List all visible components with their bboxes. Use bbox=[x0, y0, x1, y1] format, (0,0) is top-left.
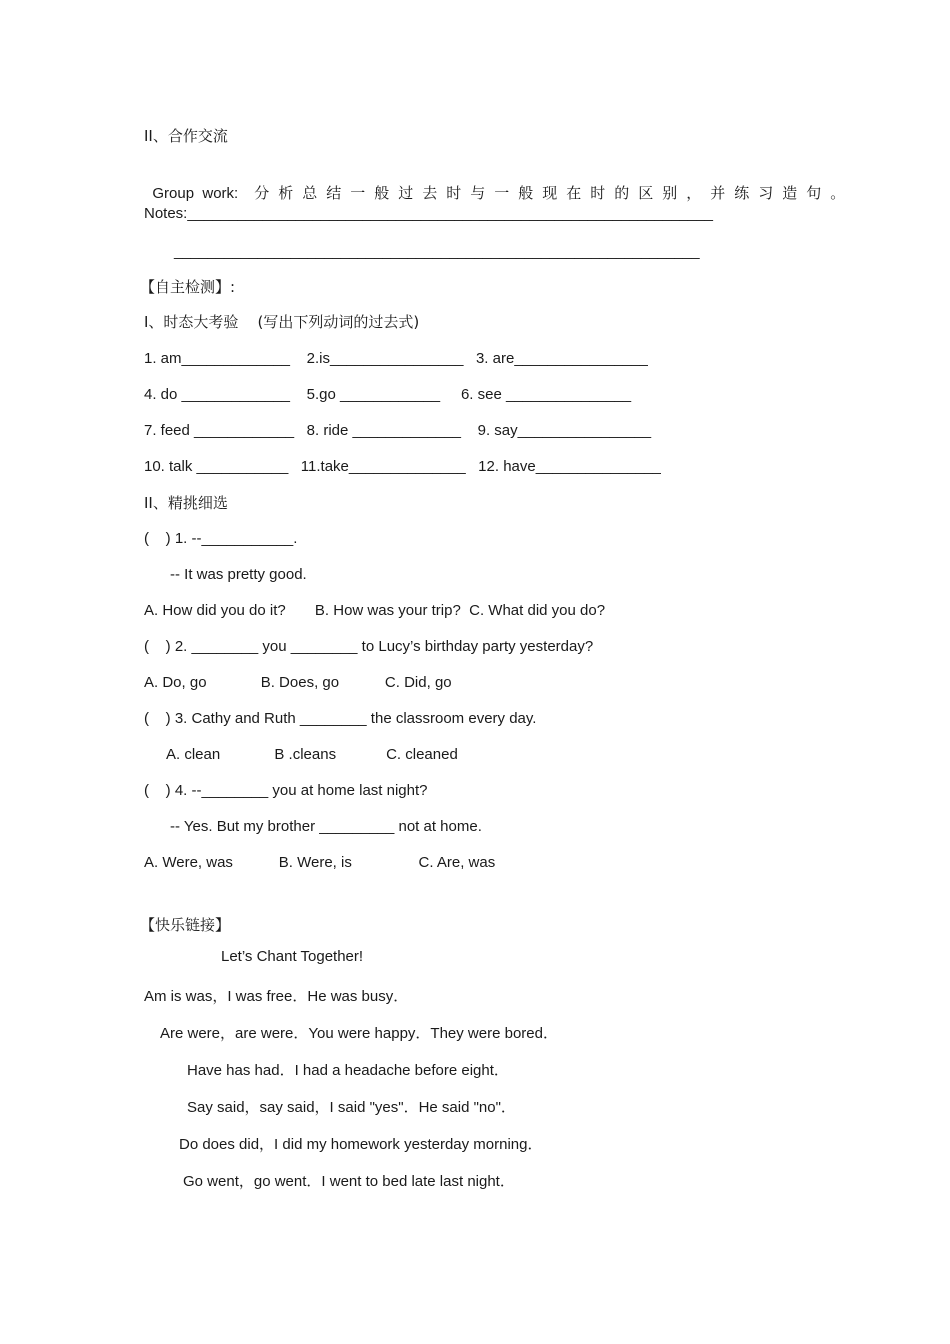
section2-heading: II、合作交流 bbox=[144, 127, 228, 145]
question-4-options: A. Were, was B. Were, is C. Are, was bbox=[144, 854, 496, 871]
question-2: ( ) 2. ________ you ________ to Lucy’s birthday party yesterday? bbox=[144, 638, 594, 655]
chant-line: Have has had．I had a headache before eight． bbox=[187, 1062, 509, 1079]
group-work-text: 分析总结一般过去时与一般现在时的区别，并练习造句。 bbox=[254, 184, 855, 202]
chant-line: Go went，go went．I went to bed late last night． bbox=[183, 1173, 515, 1190]
question-3: ( ) 3. Cathy and Ruth ________ the classroom every day. bbox=[144, 710, 537, 727]
question-1: ( ) 1. --___________. bbox=[144, 530, 298, 547]
happy-link-heading: 【快乐链接】 bbox=[140, 916, 231, 934]
chant-line: Am is was，I was free．He was busy． bbox=[144, 988, 409, 1005]
group-work-label: Group work: bbox=[152, 185, 239, 202]
self-check-heading: 【自主检测】: bbox=[140, 278, 236, 296]
question-1-answer: -- It was pretty good. bbox=[170, 566, 307, 583]
verb-row: 10. talk ___________ 11.take______________ 12. have_______________ bbox=[144, 458, 661, 475]
notes-line-1: Notes:_______________________________________________________________ bbox=[144, 205, 713, 222]
verb-row: 1. am_____________ 2.is________________ 3. are________________ bbox=[144, 350, 648, 367]
question-4: ( ) 4. --________ you at home last night? bbox=[144, 782, 428, 799]
question-1-options: A. How did you do it? B. How was your trip? C. What did you do? bbox=[144, 602, 606, 619]
tense-test-heading: I、时态大考验 (写出下列动词的过去式) bbox=[144, 313, 420, 331]
notes-line-2: _______________________________________________________________ bbox=[174, 243, 700, 260]
chant-line: Do does did，I did my homework yesterday morning． bbox=[179, 1136, 543, 1153]
group-work-row bbox=[144, 163, 854, 204]
chant-title: Let’s Chant Together! bbox=[221, 948, 364, 965]
verb-row: 4. do _____________ 5.go ____________ 6. see _______________ bbox=[144, 386, 632, 403]
verb-row: 7. feed ____________ 8. ride _____________ 9. say________________ bbox=[144, 422, 652, 439]
question-3-options: A. clean B .cleans C. cleaned bbox=[166, 746, 458, 763]
chant-line: Are were，are were．You were happy．They were bored． bbox=[160, 1025, 558, 1042]
chant-line: Say said，say said，I said "yes"．He said "no"． bbox=[187, 1099, 516, 1116]
question-2-options: A. Do, go B. Does, go C. Did, go bbox=[144, 674, 452, 691]
question-4-answer: -- Yes. But my brother _________ not at home. bbox=[170, 818, 482, 835]
selection-heading: II、精挑细选 bbox=[144, 494, 228, 512]
